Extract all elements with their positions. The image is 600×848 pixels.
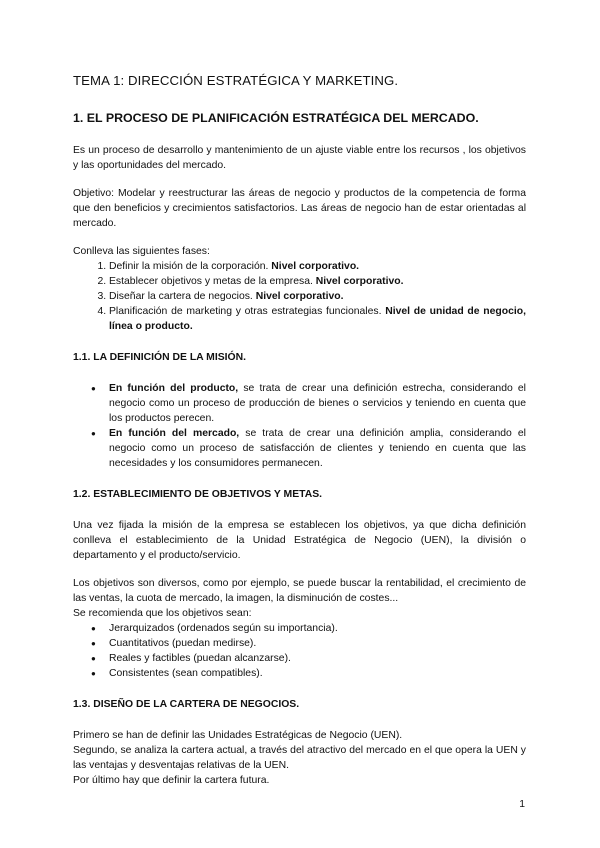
section-1-2-para-1: Una vez fijada la misión de la empresa se establecen los objetivos, ya que dicha definición conlleva el establecimiento de la Unidad Estratégica de Negocio (UEN), la división o departamento y el producto/servicio. bbox=[73, 520, 526, 561]
list-item: ● Consistentes (sean compatibles). bbox=[109, 666, 526, 681]
section-1-3-line-3: Por último hay que definir la cartera futura. bbox=[73, 775, 270, 786]
section-1-2-para-2: Los objetivos son diversos, como por ejemplo, se puede buscar la rentabilidad, el crecimiento de las ventas, la cuota de mercado, la imagen, la disminución de costes... bbox=[73, 578, 526, 604]
section-1-intro: Es un proceso de desarrollo y mantenimiento de un ajuste viable entre los recursos , los objetivos y las oportunidades del mercado. bbox=[73, 145, 526, 171]
phases-list bbox=[73, 259, 526, 334]
section-1-3-line-1: Primero se han de definir las Unidades Estratégicas de Negocio (UEN). bbox=[73, 730, 403, 741]
section-1-objective: Objetivo: Modelar y reestructurar las áreas de negocio y productos de la competencia de forma que den beneficios y crecimientos satisfactorios. Las áreas de negocio han de estar orientadas al mercado. bbox=[73, 188, 526, 229]
section-1-3-heading: 1.3. DISEÑO DE LA CARTERA DE NEGOCIOS. bbox=[73, 699, 300, 710]
section-1-1-heading: 1.1. LA DEFINICIÓN DE LA MISIÓN. bbox=[73, 352, 246, 363]
section-1-2-recommend: Se recomienda que los objetivos sean: bbox=[73, 608, 252, 619]
list-item: ● En función del mercado, se trata de crear una definición amplia, considerando el negocio como un proceso de satisfacción de clientes y teniendo en cuenta que las necesidades y los consumidores permanecen. bbox=[109, 426, 526, 471]
page-number: 1 bbox=[519, 799, 525, 810]
mission-definition-list bbox=[73, 381, 526, 471]
page-content bbox=[73, 72, 526, 788]
list-item: ● En función del producto, se trata de crear una definición estrecha, considerando el negocio como un proceso de producción de bienes o servicios y teniendo en cuenta que los productos perecen. bbox=[109, 381, 526, 426]
phase-item: 3. Diseñar la cartera de negocios. Nivel corporativo. bbox=[109, 289, 526, 304]
list-item: ● Reales y factibles (puedan alcanzarse). bbox=[109, 651, 526, 666]
objectives-list bbox=[73, 621, 526, 681]
section-1-2-heading: 1.2. ESTABLECIMIENTO DE OBJETIVOS Y METAS. bbox=[73, 489, 323, 500]
phases-intro: Conlleva las siguientes fases: bbox=[73, 246, 210, 257]
list-item: ● Cuantitativos (puedan medirse). bbox=[109, 636, 526, 651]
section-1-3-line-2: Segundo, se analiza la cartera actual, a través del atractivo del mercado en el que opera la UEN y las ventajas y desventajas relativas de la UEN. bbox=[73, 745, 526, 771]
phase-item: 2. Establecer objetivos y metas de la empresa. Nivel corporativo. bbox=[109, 274, 526, 289]
document-title: TEMA 1: DIRECCIÓN ESTRATÉGICA Y MARKETING. bbox=[73, 73, 399, 88]
list-item: ● Jerarquizados (ordenados según su importancia). bbox=[109, 621, 526, 636]
section-1-heading: 1. EL PROCESO DE PLANIFICACIÓN ESTRATÉGICA DEL MERCADO. bbox=[73, 111, 479, 125]
phase-item: 1. Definir la misión de la corporación. Nivel corporativo. bbox=[109, 259, 526, 274]
phase-item: 4. Planificación de marketing y otras estrategias funcionales. Nivel de unidad de negocio, línea o producto. bbox=[109, 304, 526, 334]
